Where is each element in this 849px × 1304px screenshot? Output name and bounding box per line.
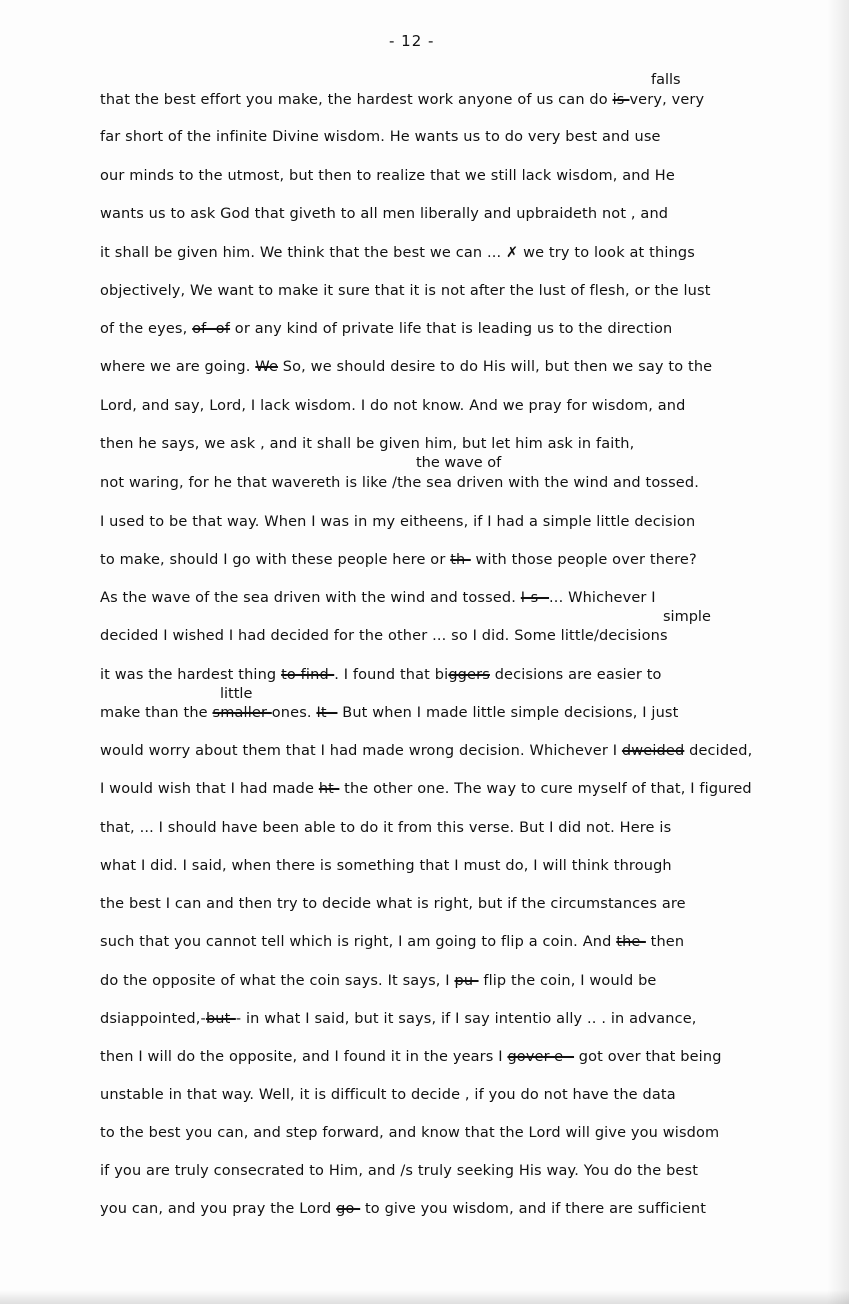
struck-text: I-s-- — [520, 590, 550, 606]
text-line: it shall be given him. We think that the best we can ... ✗ we try to look at things — [100, 245, 695, 261]
struck-text: pu- — [454, 973, 479, 989]
text-line: you can, and you pray the Lord go- to give you wisdom, and if there are sufficient — [100, 1201, 707, 1217]
struck-text: ggers — [448, 667, 490, 683]
text-line: I would wish that I had made ht- the other one. The way to cure myself of that, I figured — [100, 781, 752, 797]
struck-text: of- of — [192, 321, 231, 337]
text-line: unstable in that way. Well, it is difficult to decide , if you do not have the data — [100, 1087, 676, 1103]
text-line: As the wave of the sea driven with the wind and tossed. I-s--... Whichever I — [100, 590, 656, 606]
text-line: of the eyes, of- of or any kind of private life that is leading us to the direction — [100, 321, 673, 337]
text-line: what I did. I said, when there is something that I must do, I will think through — [100, 858, 672, 874]
text-line: if you are truly consecrated to Him, and /s truly seeking His way. You do the best — [100, 1163, 699, 1179]
struck-text: go- — [336, 1201, 361, 1217]
page-edge-shadow — [827, 0, 849, 1304]
text-line: make than the smaller-ones. It-- But when I made little simple decisions, I just — [100, 705, 679, 721]
text-line: do the opposite of what the coin says. It says, I pu- flip the coin, I would be — [100, 973, 657, 989]
text-line: far short of the infinite Divine wisdom. He wants us to do very best and use — [100, 129, 661, 145]
struck-text: ht- — [318, 781, 340, 797]
text-line: objectively, We want to make it sure that it is not after the lust of flesh, or the lust — [100, 283, 711, 299]
text-line: our minds to the utmost, but then to realize that we still lack wisdom, and He — [100, 168, 675, 184]
text-line: decided I wished I had decided for the other ... so I did. Some little/decisions — [100, 628, 668, 644]
text-line: not waring, for he that wavereth is like /the sea driven with the wind and tossed. — [100, 475, 699, 491]
text-line: to the best you can, and step forward, and know that the Lord will give you wisdom — [100, 1125, 720, 1141]
struck-text: smaller- — [212, 705, 272, 721]
struck-text: but- — [205, 1011, 236, 1027]
struck-text: the- — [616, 934, 646, 950]
interlinear-note: falls — [651, 72, 681, 88]
text-line: that the best effort you make, the hardest work anyone of us can do is-very, very — [100, 92, 705, 108]
struck-text: th- — [450, 552, 471, 568]
interlinear-note: little — [220, 686, 253, 702]
struck-text: is- — [612, 92, 630, 108]
struck-text: dweided — [621, 743, 685, 759]
text-line: Lord, and say, Lord, I lack wisdom. I do not know. And we pray for wisdom, and — [100, 398, 686, 414]
text-line: then he says, we ask , and it shall be given him, but let him ask in faith, — [100, 436, 635, 452]
text-line: dsiappointed,-but-- in what I said, but it says, if I say intentio ally .. . in advance, — [100, 1011, 697, 1027]
struck-text: It-- — [316, 705, 338, 721]
text-line: that, ... I should have been able to do it from this verse. But I did not. Here is — [100, 820, 672, 836]
page-number: - 12 - — [389, 32, 435, 50]
text-line: wants us to ask God that giveth to all men liberally and upbraideth not , and — [100, 206, 669, 222]
struck-text: We — [255, 359, 279, 375]
text-line: such that you cannot tell which is right, I am going to flip a coin. And the- then — [100, 934, 685, 950]
text-line: I used to be that way. When I was in my eitheens, if I had a simple little decision — [100, 514, 696, 530]
text-line: it was the hardest thing to find-. I found that biggers decisions are easier to — [100, 667, 662, 683]
interlinear-note: simple — [663, 609, 711, 625]
text-line: where we are going. We So, we should desire to do His will, but then we say to the — [100, 359, 713, 375]
text-line: then I will do the opposite, and I found it in the years I gover-e-- got over that being — [100, 1049, 722, 1065]
text-line: the best I can and then try to decide what is right, but if the circumstances are — [100, 896, 686, 912]
struck-text: to find- — [281, 667, 335, 683]
page-bottom-shadow — [0, 1290, 849, 1304]
interlinear-note: the wave of — [416, 455, 502, 471]
struck-text: gover-e-- — [507, 1049, 575, 1065]
text-line: would worry about them that I had made wrong decision. Whichever I dweided decided, — [100, 743, 753, 759]
text-line: to make, should I go with these people here or th- with those people over there? — [100, 552, 697, 568]
